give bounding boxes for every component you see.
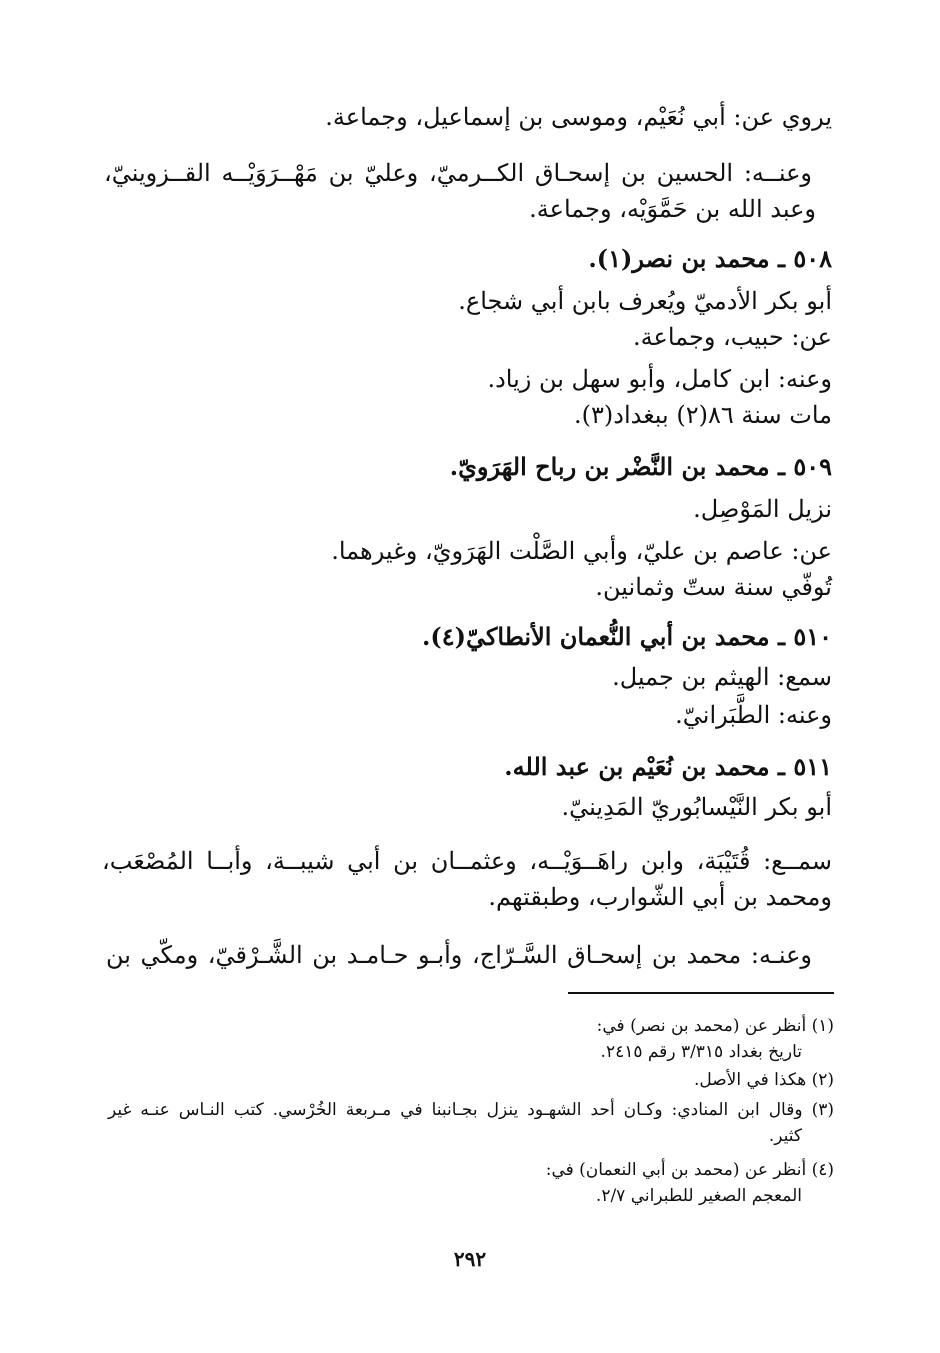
footnote-line: المعجم الصغير للطبراني ٢/٧. [595,1186,802,1206]
body-line: سمــع: قُتَيْبَة، وابن راهَــوَيْــه، وعثمــان بن أبي شيبــة، وأبــا المُصْعَب، [102,847,832,875]
body-line: سمع: الهيثم بن جميل. [612,663,832,691]
body-line: وعنــه: الحسين بن إسحـاق الكــرميّ، وعليّ بن مَهْــرَوَيْــه القــزوينيّ، [104,159,812,187]
footnote-separator [568,992,834,994]
body-line: وعبد الله بن حَمَّوَيْه، وجماعة. [529,195,816,223]
body-line: عن: عاصم بن عليّ، وأبي الصَّلْت الهَرَويّ، وغيرهما. [331,537,832,565]
body-line: وعنه: الطَّبَرانيّ. [675,701,832,729]
body-line: نزيل المَوْصِل. [693,495,832,523]
footnote-line: (٣) وقال ابن المنادي: وكـان أحد الشهـود ينزل بجـانبنا في مـربعة الخُرْسي. كتب النـاس عنـه غير [108,1100,834,1120]
entry-heading: ٥١١ ـ محمد بن نُعَيْم بن عبد الله. [504,752,832,781]
body-line: عن: حبيب، وجماعة. [633,323,832,351]
body-line: تُوفّي سنة ستّ وثمانين. [595,573,832,601]
body-line: أبو بكر النَّيْسابُوريّ المَدِينيّ. [561,793,832,821]
footnote-line: تاريخ بغداد ٣/٣١٥ رقم ٢٤١٥. [600,1042,802,1062]
body-line: وعنه: ابن كامل، وأبو سهل بن زياد. [487,365,832,393]
footnote-line: (٢) هكذا في الأصل. [693,1070,834,1090]
entry-heading: ٥٠٨ ـ محمد بن نصر(١). [588,244,832,273]
footnote-line: (٤) أنظر عن (محمد بن أبي النعمان) في: [545,1160,834,1180]
body-line: أبو بكر الأدميّ ويُعرف بابن أبي شجاع. [458,287,832,315]
body-line: يروي عن: أبي نُعَيْم، وموسى بن إسماعيل، وجماعة. [325,103,832,131]
footnote-line: كثير. [768,1126,802,1146]
body-line: مات سنة ٨٦(٢) ببغداد(٣). [574,401,832,429]
body-line: ومحمد بن أبي الشّوارب، وطبقتهم. [488,883,832,911]
body-line: وعنـه: محمد بن إسحـاق السَّـرّاج، وأبـو حـامـد بن الشَّـرْقيّ، ومكّي بن [106,941,812,969]
page-number: ٢٩٢ [453,1247,487,1271]
entry-heading: ٥٠٩ ـ محمد بن النَّضْر بن رباح الهَرَويّ. [449,452,832,481]
entry-heading: ٥١٠ ـ محمد بن أبي النُّعمان الأنطاكيّ(٤). [422,622,832,651]
footnote-line: (١) أنظر عن (محمد بن نصر) في: [596,1016,834,1036]
